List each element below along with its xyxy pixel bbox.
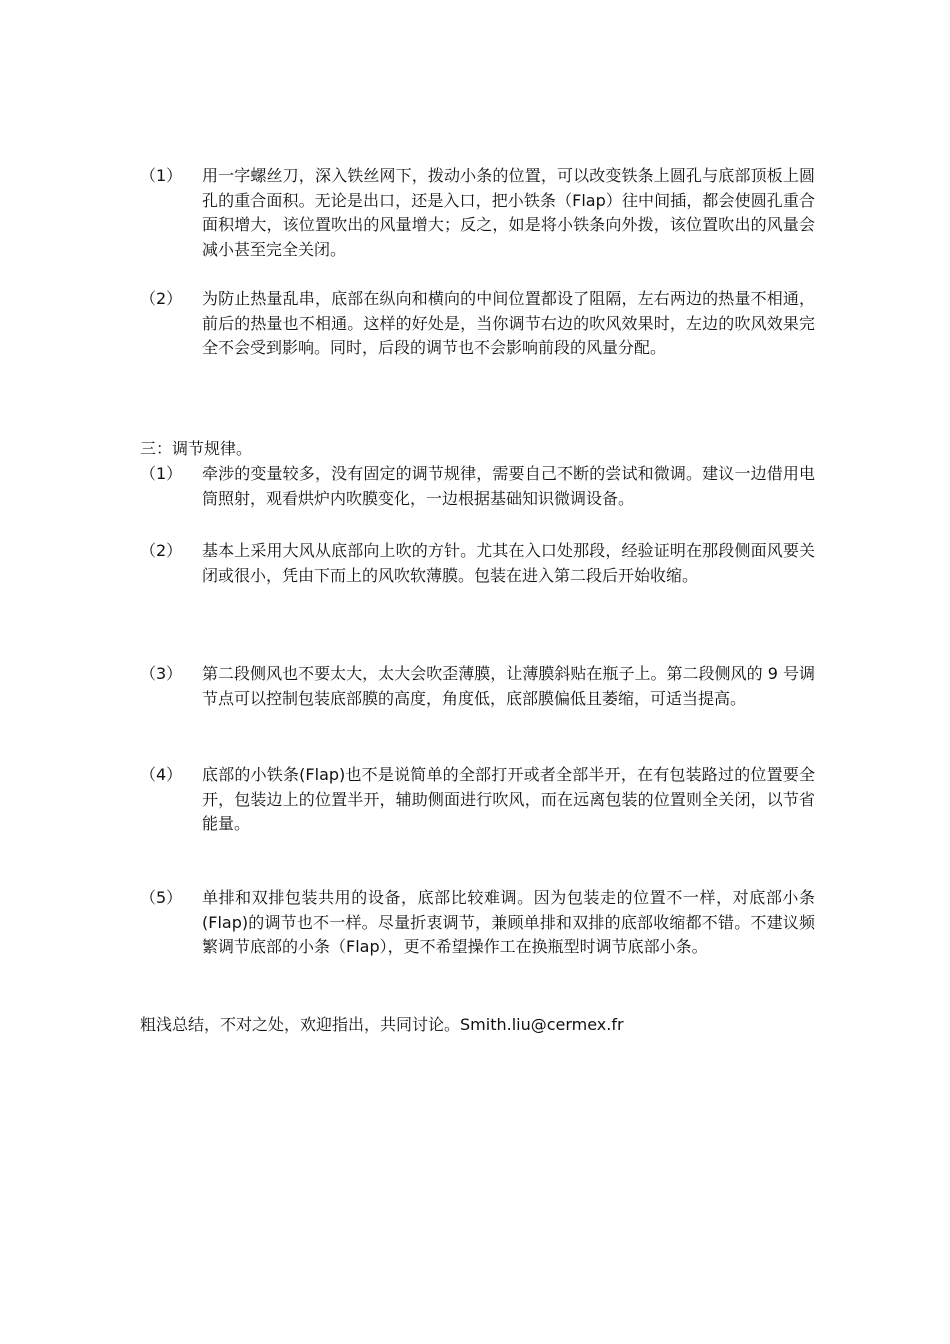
item-number: （2） (140, 541, 183, 560)
item-number: （3） (140, 664, 183, 683)
paragraph-3-1 (140, 462, 815, 511)
item-text: 第二段侧风也不要太大，太大会吹歪薄膜，让薄膜斜贴在瓶子上。第二段侧风的 9 号调节点可以控制包装底部膜的高度，角度低，底部膜偏低且萎缩，可适当提高。 (202, 664, 815, 708)
item-text: 单排和双排包装共用的设备，底部比较难调。因为包装走的位置不一样，对底部小条(Flap)的调节也不一样。尽量折衷调节，兼顾单排和双排的底部收缩都不错。不建议频繁调节底部的小条（Flap），更不希望操作工在换瓶型时调节底部小条。 (202, 888, 815, 956)
paragraph-3-4 (140, 763, 815, 837)
paragraph-3-3 (140, 662, 815, 711)
item-number: （1） (140, 464, 183, 483)
item-number: （4） (140, 765, 183, 784)
item-text: 为防止热量乱串，底部在纵向和横向的中间位置都设了阻隔，左右两边的热量不相通，前后的热量也不相通。这样的好处是，当你调节右边的吹风效果时，左边的吹风效果完全不会受到影响。同时，后段的调节也不会影响前段的风量分配。 (202, 289, 815, 357)
item-text: 底部的小铁条(Flap)也不是说简单的全部打开或者全部半开，在有包装路过的位置要全开，包装边上的位置半开，辅助侧面进行吹风，而在远离包装的位置则全关闭，以节省能量。 (202, 765, 815, 833)
paragraph-3-2 (140, 539, 815, 588)
item-number: （1） (140, 166, 183, 185)
item-text: 用一字螺丝刀，深入铁丝网下，拨动小条的位置，可以改变铁条上圆孔与底部顶板上圆孔的重合面积。无论是出口，还是入口，把小铁条（Flap）往中间插，都会使圆孔重合面积增大，该位置吹出的风量增大；反之，如是将小铁条向外拨，该位置吹出的风量会减小甚至完全关闭。 (202, 166, 815, 259)
paragraph-3-5 (140, 886, 815, 960)
paragraph-1-2 (140, 287, 815, 361)
item-number: （5） (140, 888, 183, 907)
item-text: 基本上采用大风从底部向上吹的方针。尤其在入口处那段，经验证明在那段侧面风要关闭或很小，凭由下而上的风吹软薄膜。包装在进入第二段后开始收缩。 (202, 541, 815, 585)
closing-note: 粗浅总结，不对之处，欢迎指出，共同讨论。Smith.liu@cermex.fr (140, 1015, 624, 1034)
item-text: 牵涉的变量较多，没有固定的调节规律，需要自己不断的尝试和微调。建议一边借用电筒照射，观看烘炉内吹膜变化，一边根据基础知识微调设备。 (202, 464, 815, 508)
item-number: （2） (140, 289, 183, 308)
paragraph-1-1 (140, 164, 815, 262)
section-heading: 三：调节规律。 (140, 439, 253, 458)
